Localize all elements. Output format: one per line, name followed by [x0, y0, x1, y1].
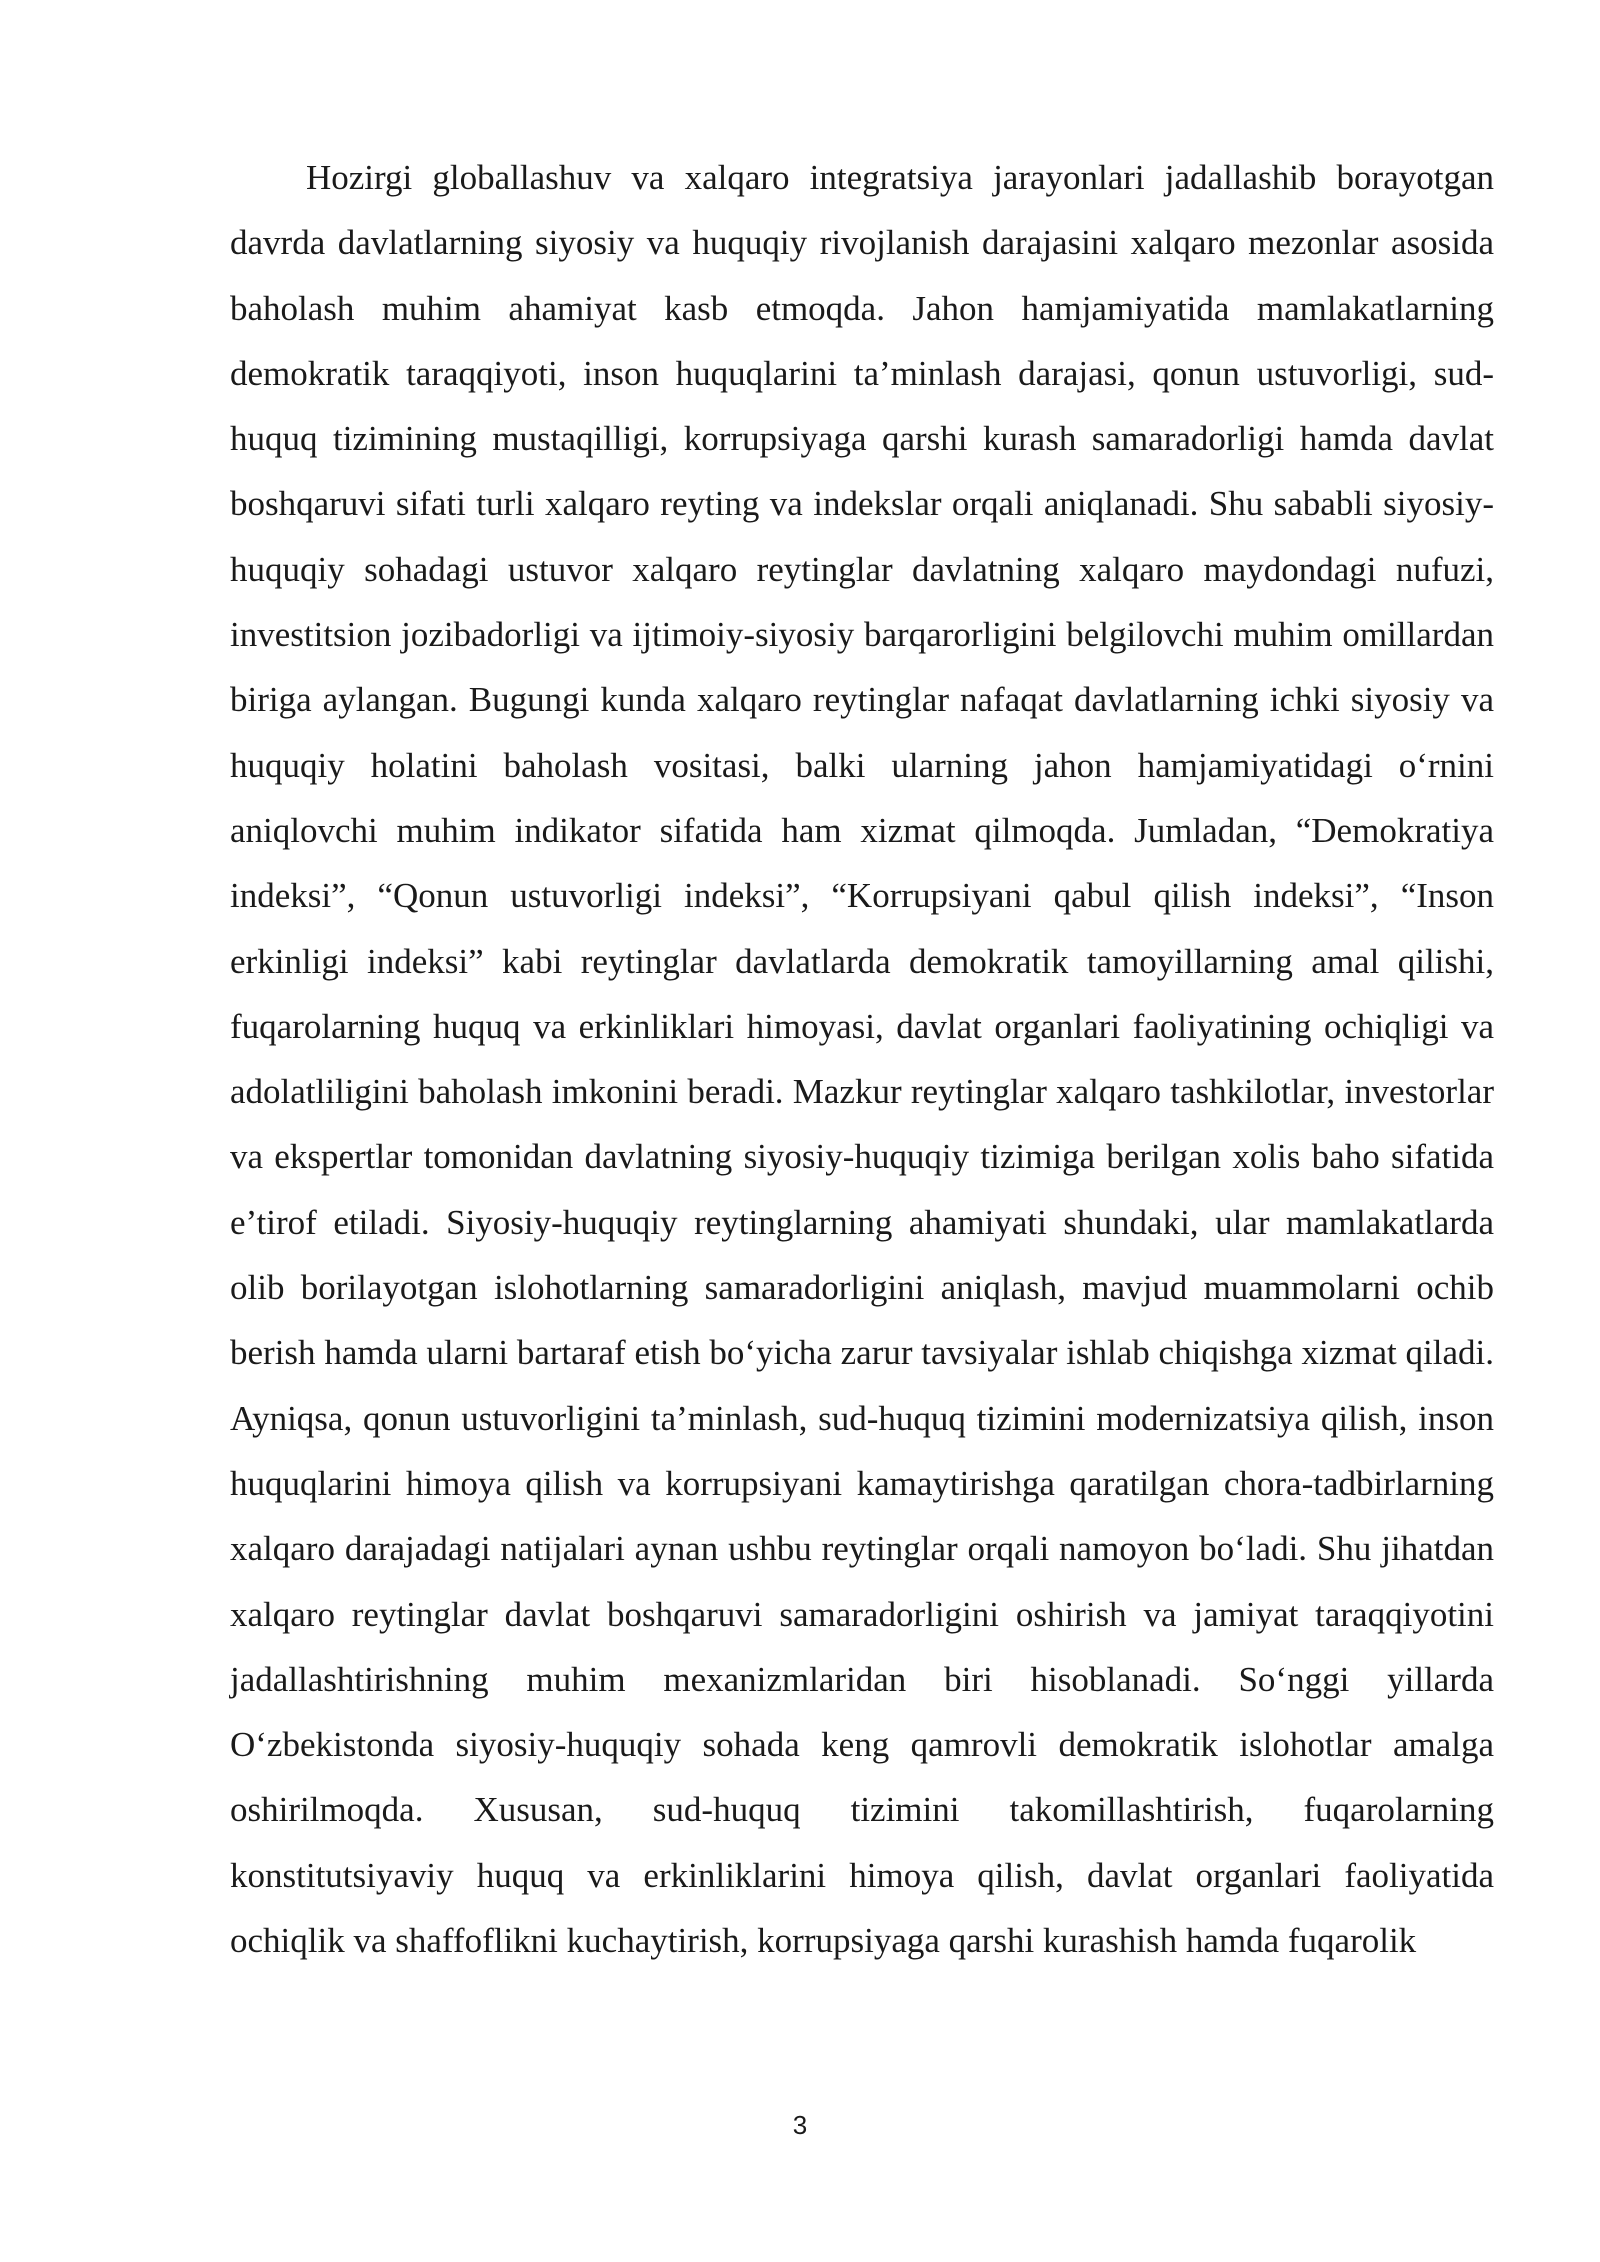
page-number: 3	[792, 2110, 808, 2140]
body-paragraph: Hozirgi globallashuv va xalqaro integratsiya jarayonlari jadallashib borayotgan davrda davlatlarning siyosiy va huquqiy rivojlanish darajasini xalqaro mezonlar asosida baholash muhim ahamiyat kasb etmoqda. Jahon hamjamiyatida mamlakatlarning demokratik taraqqiyoti, inson huquqlarini ta’minlash darajasi, qonun ustuvorligi, sud-huquq tizimining mustaqilligi, korrupsiyaga qarshi kurash samaradorligi hamda davlat boshqaruvi sifati turli xalqaro reyting va indekslar orqali aniqlanadi. Shu sababli siyosiy-huquqiy sohadagi ustuvor xalqaro reytinglar davlatning xalqaro maydondagi nufuzi, investitsion jozibadorligi va ijtimoiy-siyosiy barqarorligini belgilovchi muhim omillardan biriga aylangan. Bugungi kunda xalqaro reytinglar nafaqat davlatlarning ichki siyosiy va huquqiy holatini baholash vositasi, balki ularning jahon hamjamiyatidagi o‘rnini aniqlovchi muhim indikator sifatida ham xizmat qilmoqda. Jumladan, “Demokratiya indeksi”, “Qonun ustuvorligi indeksi”, “Korrupsiyani qabul qilish indeksi”, “Inson erkinligi indeksi” kabi reytinglar davlatlarda demokratik tamoyillarning amal qilishi, fuqarolarning huquq va erkinliklari himoyasi, davlat organlari faoliyatining ochiqligi va adolatliligini baholash imkonini beradi. Mazkur reytinglar xalqaro tashkilotlar, investorlar va ekspertlar tomonidan davlatning siyosiy-huquqiy tizimiga berilgan xolis baho sifatida e’tirof etiladi. Siyosiy-huquqiy reytinglarning ahamiyati shundaki, ular mamlakatlarda olib borilayotgan islohotlarning samaradorligini aniqlash, mavjud muammolarni ochib berish hamda ularni bartaraf etish bo‘yicha zarur tavsiyalar ishlab chiqishga xizmat qiladi. Ayniqsa, qonun ustuvorligini ta’minlash, sud-huquq tizimini modernizatsiya qilish, inson huquqlarini himoya qilish va korrupsiyani kamaytirishga qaratilgan chora-tadbirlarning xalqaro darajadagi natijalari aynan ushbu reytinglar orqali namoyon bo‘ladi. Shu jihatdan xalqaro reytinglar davlat boshqaruvi samaradorligini oshirish va jamiyat taraqqiyotini jadallashtirishning muhim mexanizmlaridan biri hisoblanadi. So‘nggi yillarda O‘zbekistonda siyosiy-huquqiy sohada keng qamrovli demokratik islohotlar amalga oshirilmoqda. Xususan, sud-huquq tizimini takomillashtirish, fuqarolarning konstitutsiyaviy huquq va erkinliklarini himoya qilish, davlat organlari faoliyatida ochiqlik va shaffoflikni kuchaytirish, korrupsiyaga qarshi kurashish hamda fuqarolik	[230, 158, 1494, 1961]
